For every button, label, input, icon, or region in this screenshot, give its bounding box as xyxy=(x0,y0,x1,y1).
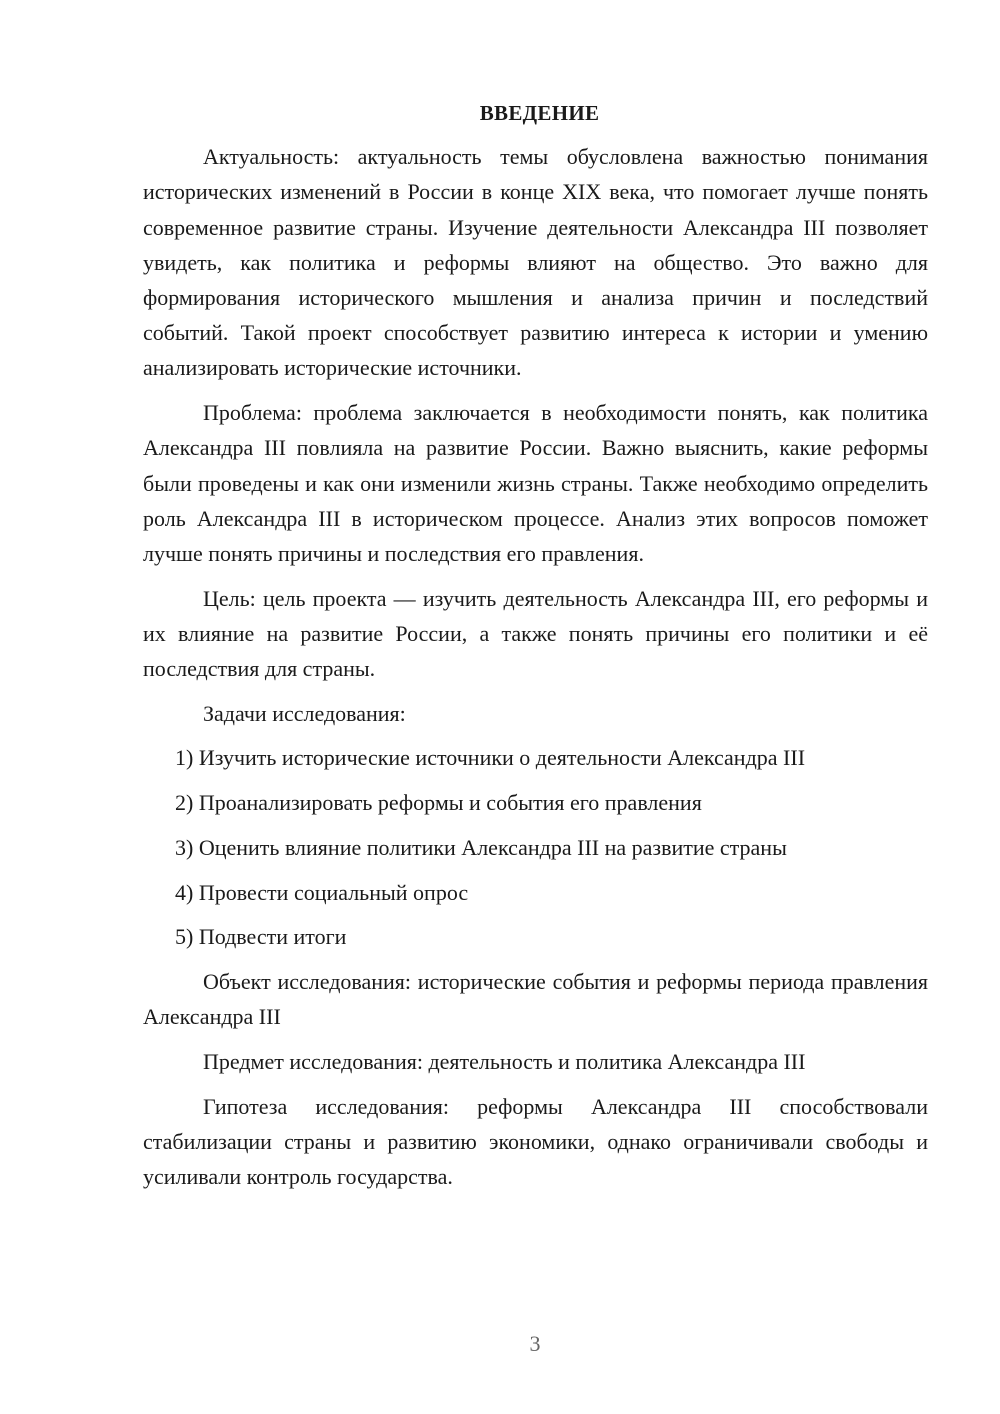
relevance-paragraph: Актуальность: актуальность темы обусловлена важностью понимания исторических изменений в России в конце XIX века, что помогает лучше понять современное развитие страны. Изучение деятельности Александра III позволяет увидеть, как политика и реформы влияют на общество. Это важно для формирования исторического мышления и анализа причин и последствий событий. Такой проект способствует развитию интереса к истории и умению анализировать исторические источники. xyxy=(143,144,928,381)
problem-paragraph: Проблема: проблема заключается в необходимости понять, как политика Александра III повлияла на развитие России. Важно выяснить, какие реформы были проведены и как они изменили жизнь страны. Также необходимо определить роль Александра III в историческом процессе. Анализ этих вопросов поможет лучше понять причины и последствия его правления. xyxy=(143,400,928,566)
hypothesis-paragraph: Гипотеза исследования: реформы Александра III способствовали стабилизации страны и развитию экономики, однако ограничивали свободы и усиливали контроль государства. xyxy=(143,1093,928,1189)
object-paragraph: Объект исследования: исторические события и реформы периода правления Александра III xyxy=(143,968,928,1030)
page-number: 3 xyxy=(529,1331,541,1356)
task-item: 2) Проанализировать реформы и события его правления xyxy=(175,790,702,816)
task-item: 1) Изучить исторические источники о деятельности Александра III xyxy=(175,745,806,771)
page-title: ВВЕДЕНИЕ xyxy=(479,101,600,125)
tasks-list xyxy=(143,740,928,954)
goal-paragraph: Цель: цель проекта — изучить деятельность Александра III, его реформы и их влияние на развитие России, а также понять причины его политики и её последствия для страны. xyxy=(143,585,928,682)
page-content xyxy=(143,96,928,1204)
tasks-title: Задачи исследования: xyxy=(203,700,406,726)
task-item: 5) Подвести итоги xyxy=(175,924,347,950)
task-item: 3) Оценить влияние политики Александра III на развитие страны xyxy=(175,834,787,860)
subject-paragraph: Предмет исследования: деятельность и политика Александра III xyxy=(203,1048,806,1074)
task-item: 4) Провести социальный опрос xyxy=(175,879,469,905)
